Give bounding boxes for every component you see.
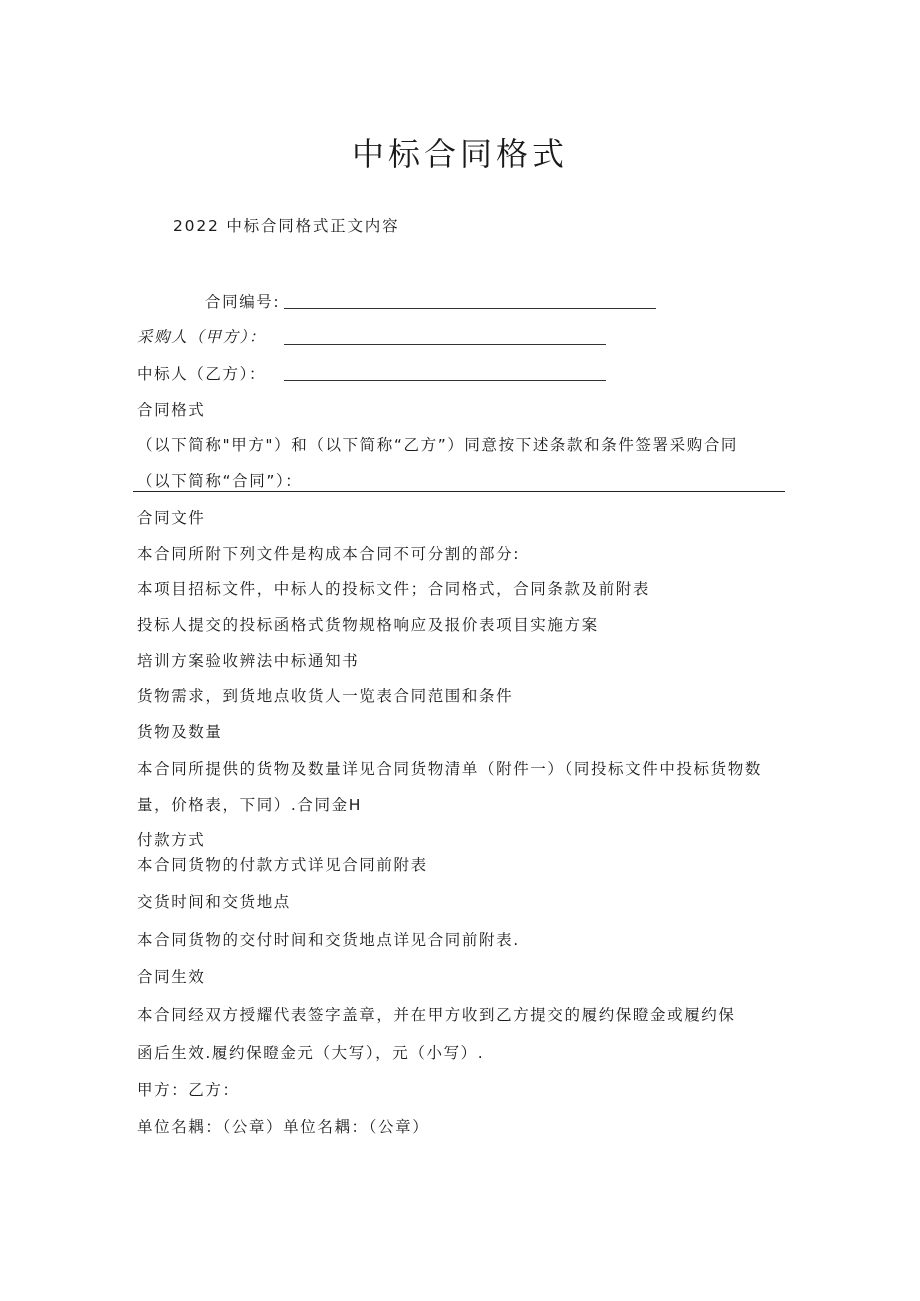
section-heading: 货物及数量 (137, 723, 223, 741)
paragraph-line: 本合同货物的交付时间和交货地点详见合同前附表. (137, 931, 520, 949)
paragraph-line: 货物需求，到货地点收货人一览表合同范围和条件 (137, 687, 514, 705)
paragraph-line: 本合同经双方授耀代表签字盖章，并在甲方收到乙方提交的履约保瞪金或履约保 (137, 1006, 736, 1024)
winner-label: 中标人（乙方）： (137, 365, 267, 383)
paragraph-line: 量，价格表，下同）.合同金H (137, 796, 362, 814)
buyer-blank (284, 344, 606, 345)
signature-units: 单位名耦：（公章）单位名耦：（公章） (137, 1118, 430, 1136)
document-title: 中标合同格式 (351, 135, 568, 173)
horizontal-rule (133, 491, 785, 492)
paragraph-line: 本合同货物的付款方式详见合同前附表 (137, 856, 428, 874)
paragraph-line: 本项目招标文件，中标人的投标文件；合同格式，合同条款及前附表 (137, 580, 651, 598)
contract-number-blank (284, 308, 656, 309)
section-heading: 合同文件 (137, 509, 206, 527)
paragraph-line: 本合同所附下列文件是构成本合同不可分割的部分: (137, 545, 521, 563)
buyer-label: 采购人（甲方）： (137, 328, 267, 346)
paragraph-line: （以下简称"甲方"）和（以下简称“乙方”）同意按下述条款和条件签署采购合同 (137, 436, 739, 454)
section-heading: 合同格式 (137, 401, 206, 419)
section-heading: 交货时间和交货地点 (137, 893, 291, 911)
paragraph-line: 函后生效.履约保瞪金元（大写），元（小写）. (137, 1044, 485, 1062)
section-heading: 付款方式 (137, 831, 206, 849)
winner-blank (284, 380, 606, 381)
paragraph-line: 本合同所提供的货物及数量详见合同货物清单（附件一）（同投标文件中投标货物数 (137, 760, 762, 778)
signature-parties: 甲方：乙方： (137, 1081, 240, 1099)
document-subtitle: 2022 中标合同格式正文内容 (173, 217, 400, 235)
paragraph-line: 培训方案验收辨法中标通知书 (137, 652, 360, 670)
contract-number-label: 合同编号: (205, 293, 281, 311)
section-heading: 合同生效 (137, 968, 206, 986)
paragraph-line: （以下简称“合同”）： (137, 472, 303, 490)
paragraph-line: 投标人提交的投标函格式货物规格响应及报价表项目实施方案 (137, 616, 599, 634)
